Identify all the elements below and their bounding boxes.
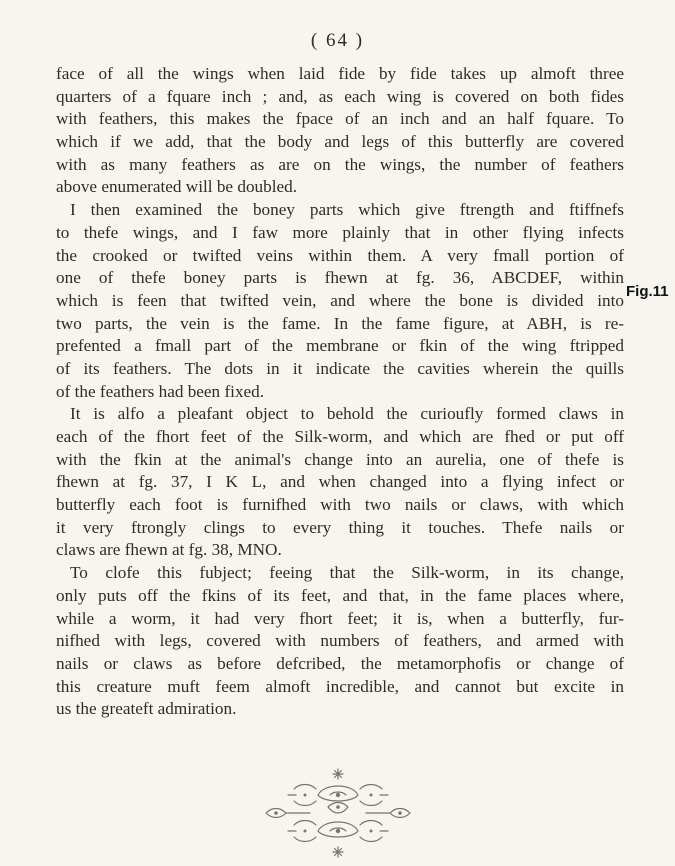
text-line: claws are fhewn at fg. 38, MNO. xyxy=(56,540,282,560)
figure-margin-note: Fig.11 xyxy=(626,283,669,300)
text-line: fhewn at fg. 37, I K L, and when changed into a flying infect or xyxy=(56,472,624,492)
text-line: this creature muft feem almoft incredible, and cannot but excite in xyxy=(56,676,624,696)
text-line: I then examined the boney parts which give ftrength and ftiffnefs xyxy=(70,200,624,220)
text-line: To clofe this fubject; feeing that the Silk-worm, in its change, xyxy=(70,563,624,583)
text-line: each of the fhort feet of the Silk-worm, and which are fhed or put off xyxy=(56,427,624,446)
text-line: to thefe wings, and I faw more plainly that in other flying infects xyxy=(56,222,624,242)
text-line: nifhed with legs, covered with numbers of feathers, and armed with xyxy=(56,631,624,651)
text-line: of its feathers. The dots in it indicate the cavities wherein the quills xyxy=(56,358,624,378)
text-line: with the fkin at the animal's change into an aurelia, one of thefe is xyxy=(56,449,624,469)
text-line: with as many feathers as are on the wings, the number of feathers xyxy=(56,154,624,174)
text-line: the crooked or twifted veins within them. A very fmall portion of xyxy=(56,245,624,265)
text-line: two parts, the vein is the fame. In the fame figure, at ABH, is re- xyxy=(56,313,624,333)
text-line: us the greateft admiration. xyxy=(56,699,237,719)
text-line: nails or claws as before defcribed, the metamorphofis or change of xyxy=(56,653,624,673)
text-line: which is feen that twifted vein, and where the bone is divided into xyxy=(56,290,624,310)
text-line: quarters of a fquare inch ; and, as each wing is covered on both fides xyxy=(56,86,624,106)
text-line: with feathers, this makes the fpace of an inch and an half fquare. To xyxy=(56,109,624,129)
text-line: which if we add, that the body and legs of this butterfly are covered xyxy=(56,132,624,152)
text-line: prefented a fmall part of the membrane or fkin of the wing ftripped xyxy=(56,336,624,356)
floral-tailpiece-ornament-icon xyxy=(258,765,418,861)
text-line: face of all the wings when laid fide by fide takes up almoft three xyxy=(56,64,624,83)
text-line: one of thefe boney parts is fhewn at fg. 36, ABCDEF, within xyxy=(56,268,624,288)
text-line: It is alfo a pleafant object to behold the curioufly formed claws in xyxy=(70,404,624,424)
text-line: only puts off the fkins of its feet, and that, in the fame places where, xyxy=(56,585,624,605)
text-line: above enumerated will be doubled. xyxy=(56,177,298,197)
body-text xyxy=(56,63,624,721)
text-line: while a worm, it had very fhort feet; it is, when a butterfly, fur- xyxy=(56,608,624,628)
page-number: ( 64 ) xyxy=(310,30,365,51)
text-line: of the feathers had been fixed. xyxy=(56,381,265,401)
text-line: butterfly each foot is furnifhed with two nails or claws, with which xyxy=(56,495,624,515)
text-line: it very ftrongly clings to every thing it touches. Thefe nails or xyxy=(56,517,624,537)
